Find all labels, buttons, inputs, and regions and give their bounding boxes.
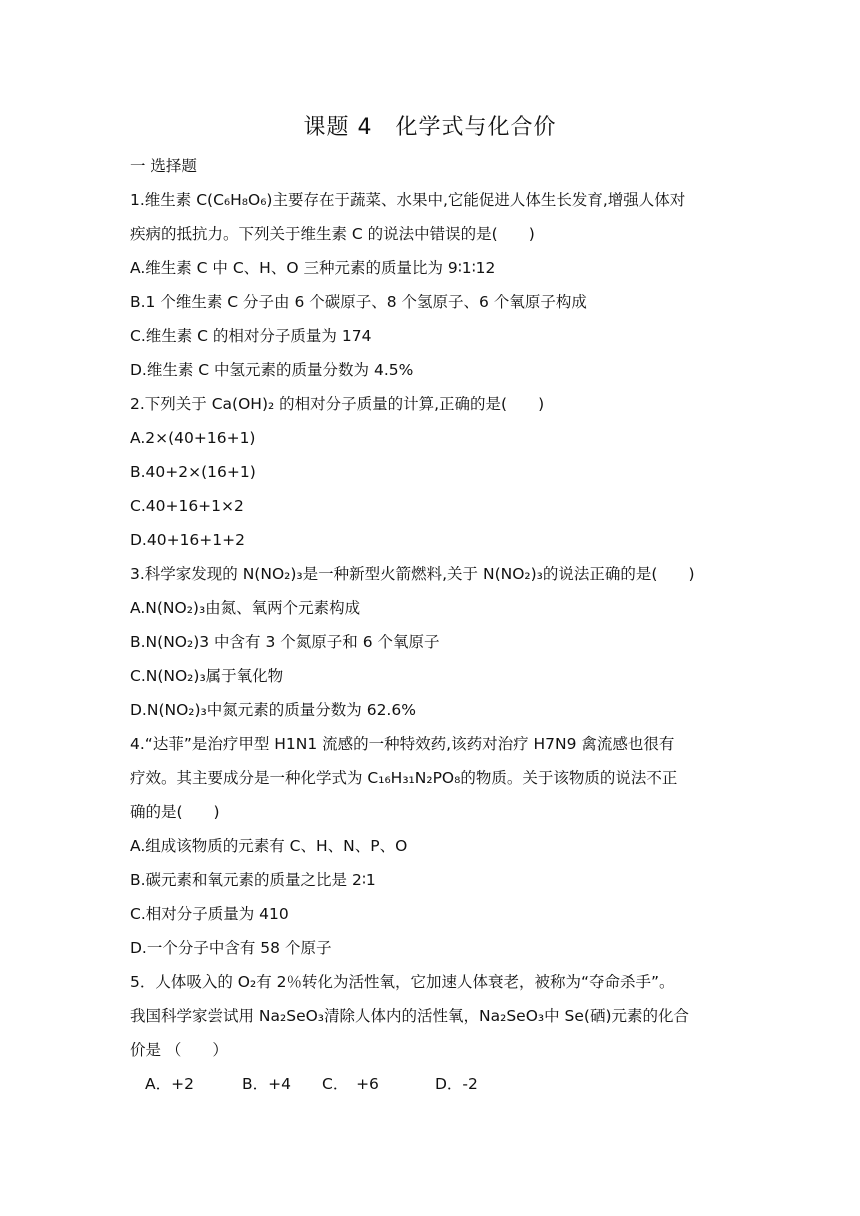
q4-option-b: B.碳元素和氧元素的质量之比是 2∶1 bbox=[130, 871, 376, 889]
q1-option-b: B.1 个维生素 C 分子由 6 个碳原子、8 个氢原子、6 个氧原子构成 bbox=[130, 293, 587, 311]
q5-stem-line3: 价是 （ ） bbox=[130, 1041, 228, 1059]
q1-stem-line1: 1.维生素 C(C₆H₈O₆)主要存在于蔬菜、水果中,它能促进人体生长发育,增强人体对 bbox=[130, 191, 686, 209]
q1-stem-line2: 疾病的抵抗力。下列关于维生素 C 的说法中错误的是( ) bbox=[130, 225, 535, 243]
q1-option-c: C.维生素 C 的相对分子质量为 174 bbox=[130, 327, 372, 345]
q5-option-a: A．+2 bbox=[145, 1075, 194, 1093]
q4-option-c: C.相对分子质量为 410 bbox=[130, 905, 289, 923]
q2-stem-line1: 2.下列关于 Ca(OH)₂ 的相对分子质量的计算,正确的是( ) bbox=[130, 395, 545, 413]
q5-option-d: D．-2 bbox=[435, 1075, 478, 1093]
q4-stem-line2: 疗效。其主要成分是一种化学式为 C₁₆H₃₁N₂PO₈的物质。关于该物质的说法不正 bbox=[130, 769, 678, 787]
q5-stem-line2: 我国科学家尝试用 Na₂SeO₃清除人体内的活性氧，Na₂SeO₃中 Se(硒)元素的化合 bbox=[130, 1007, 690, 1025]
q4-stem-line1: 4.“达菲”是治疗甲型 H1N1 流感的一种特效药,该药对治疗 H7N9 禽流感也很有 bbox=[130, 735, 675, 753]
q3-option-c: C.N(NO₂)₃属于氧化物 bbox=[130, 667, 284, 685]
q5-option-c: C． +6 bbox=[322, 1075, 379, 1093]
q5-option-b: B．+4 bbox=[242, 1075, 291, 1093]
q1-option-a: A.维生素 C 中 C、H、O 三种元素的质量比为 9∶1∶12 bbox=[130, 259, 496, 277]
q4-option-d: D.一个分子中含有 58 个原子 bbox=[130, 939, 332, 957]
q5-stem-line1: 5．人体吸入的 O₂有 2％转化为活性氧，它加速人体衰老，被称为“夺命杀手”。 bbox=[130, 973, 675, 991]
page-title: 课题 4 化学式与化合价 bbox=[303, 115, 557, 140]
q2-option-b: B.40+2×(16+1) bbox=[130, 463, 256, 481]
q4-stem-line3: 确的是( ) bbox=[130, 803, 220, 821]
q5-options-row bbox=[145, 1074, 755, 1094]
q3-option-b: B.N(NO₂)3 中含有 3 个氮原子和 6 个氧原子 bbox=[130, 633, 440, 651]
q3-option-a: A.N(NO₂)₃由氮、氧两个元素构成 bbox=[130, 599, 361, 617]
section-heading: 一 选择题 bbox=[130, 157, 197, 175]
q2-option-d: D.40+16+1+2 bbox=[130, 531, 245, 549]
q1-option-d: D.维生素 C 中氢元素的质量分数为 4.5% bbox=[130, 361, 414, 379]
q3-stem-line1: 3.科学家发现的 N(NO₂)₃是一种新型火箭燃料,关于 N(NO₂)₃的说法正确的是( ) bbox=[130, 565, 695, 583]
q2-option-c: C.40+16+1×2 bbox=[130, 497, 244, 515]
q4-option-a: A.组成该物质的元素有 C、H、N、P、O bbox=[130, 837, 408, 855]
q3-option-d: D.N(NO₂)₃中氮元素的质量分数为 62.6% bbox=[130, 701, 416, 719]
q2-option-a: A.2×(40+16+1) bbox=[130, 429, 256, 447]
